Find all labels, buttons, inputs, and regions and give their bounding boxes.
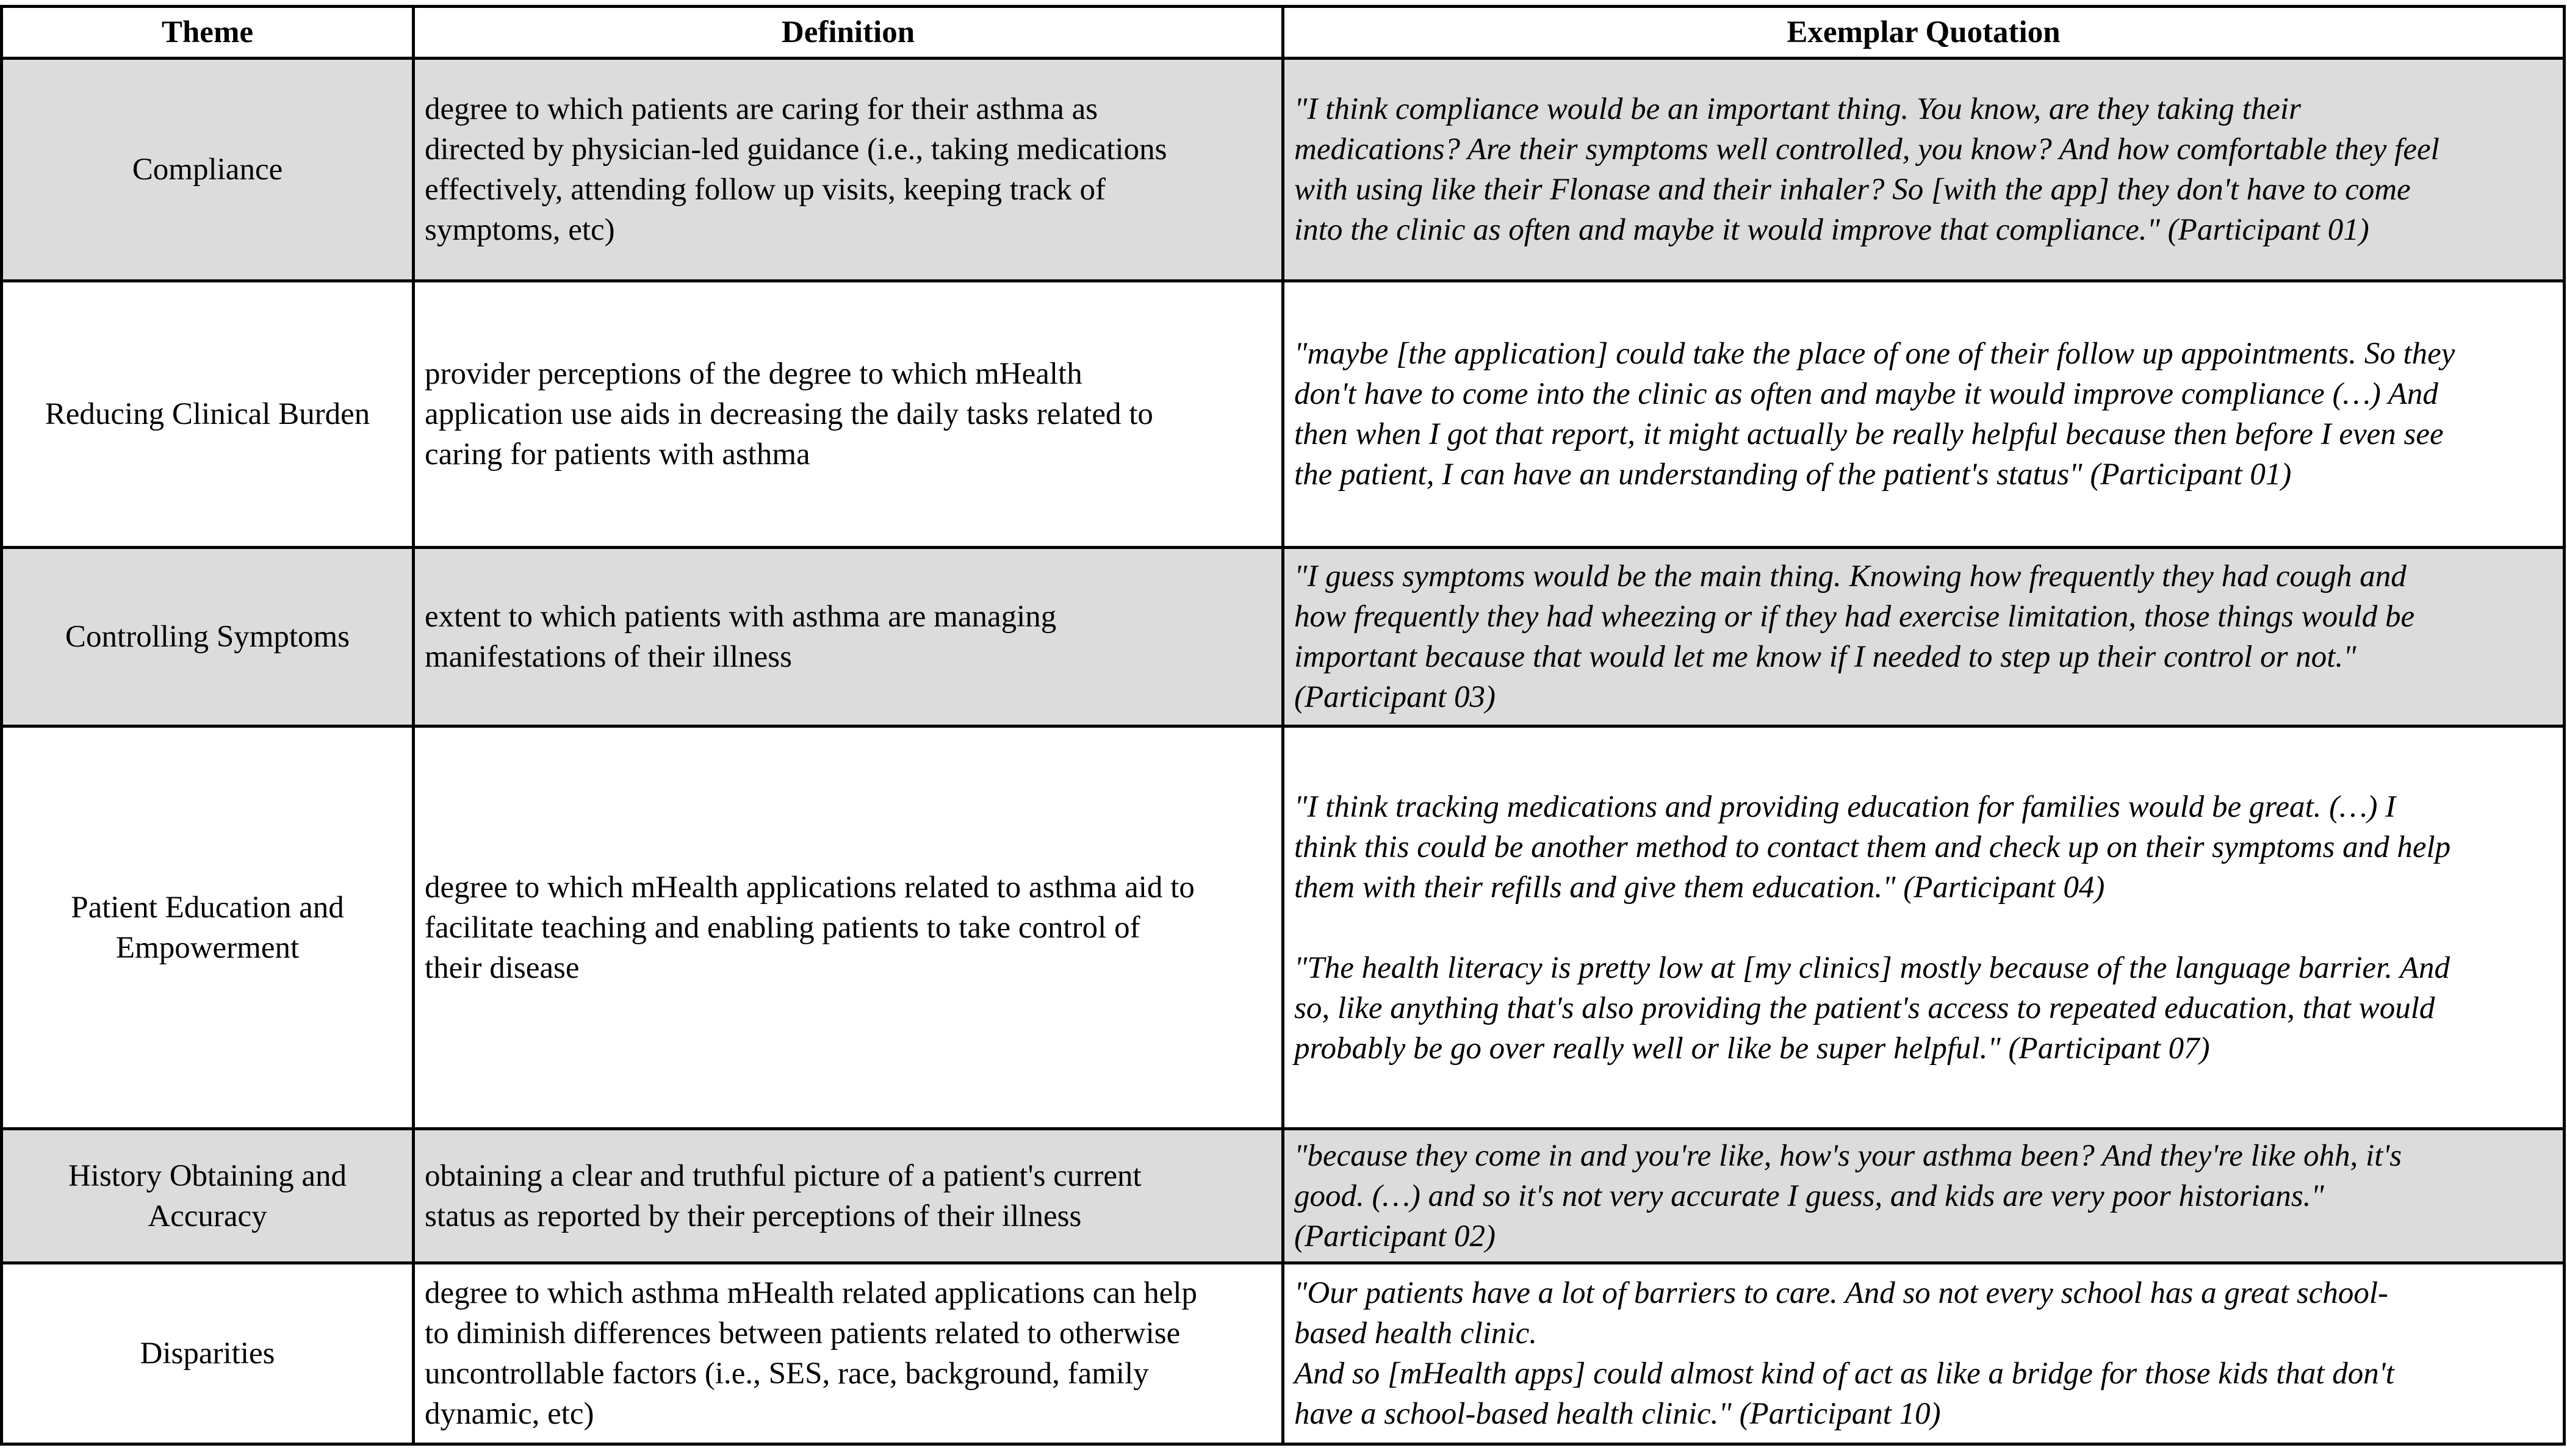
theme-cell [2,1129,414,1263]
theme-cell [2,59,414,281]
theme-column-header: Theme [2,7,414,59]
table-row [2,1129,2565,1263]
theme-label: Compliance [132,152,283,187]
table-row [2,59,2565,281]
quotation-text: "I think tracking medications and providing education for families would be great. (…) I think this could be another method to contact them and check up on their symptoms and help them with their refills and give them education." (Participant 04) [1294,789,2451,905]
quotation-text: "The health literacy is pretty low at [my clinics] mostly because of the language barrier. And so, like anything that's also providing the patient's access to repeated education, that would probably be go over really well or like be super helpful." (Participant 07) [1294,950,2450,1066]
quote-spacer [1294,908,2553,948]
table-body [2,59,2565,1444]
header-row [2,7,2565,59]
quotation-text: "maybe [the application] could take the place of one of their follow up appointments. So they don't have to come into the clinic as often and maybe it would improve compliance (…) And then when I got that report, it might actually be really helpful because then before I even see the patient, I can have an understanding of the patient's status" (Participant 01) [1294,337,2455,492]
themes-table [0,5,2566,1446]
definition-text: degree to which asthma mHealth related applications can help to diminish differences between patients related to otherwise uncontrollable factors (i.e., SES, race, background, family dynamic, etc) [425,1276,1198,1431]
theme-cell [2,1263,414,1444]
table-row [2,281,2565,548]
definition-text: obtaining a clear and truthful picture of a patient's current status as reported by their perceptions of their illness [425,1158,1142,1233]
definition-text: degree to which patients are caring for their asthma as directed by physician-led guidance (i.e., taking medications effectively, attending follow up visits, keeping track of symptoms, etc) [425,92,1167,247]
quotation-column-header: Exemplar Quotation [1283,7,2565,59]
definition-column-header: Definition [414,7,1283,59]
definition-cell [414,1263,1283,1444]
table-row [2,548,2565,726]
definition-text: degree to which mHealth applications related to asthma aid to facilitate teaching and enabling patients to take control of their disease [425,870,1195,985]
theme-label: History Obtaining and Accuracy [68,1158,347,1233]
quotation-text: "I think compliance would be an important thing. You know, are they taking their medications? Are their symptoms well controlled, you know? And how comfortable they feel with using like their Flonase and their inhaler? So [with the app] they don't have to come into the clinic as often and maybe it would improve that compliance." (Participant 01) [1294,92,2439,247]
quotation-text: "I guess symptoms would be the main thing. Knowing how frequently they had cough and how frequently they had wheezing or if they had exercise limitation, those things would be important because that would let me know if I needed to step up their control or not." (Participant 03) [1294,559,2415,714]
quotation-cell [1283,726,2565,1129]
theme-label: Patient Education and Empowerment [71,890,344,965]
definition-cell [414,59,1283,281]
definition-text: provider perceptions of the degree to which mHealth application use aids in decreasing the daily tasks related to caring for patients with asthma [425,357,1153,472]
quotation-cell [1283,281,2565,548]
quotation-text: "because they come in and you're like, how's your asthma been? And they're like ohh, it's good. (…) and so it's not very accurate I guess, and kids are very poor historians." (Participant 02) [1294,1138,2402,1253]
theme-label: Reducing Clinical Burden [45,397,370,431]
definition-cell [414,1129,1283,1263]
theme-cell [2,281,414,548]
theme-cell [2,726,414,1129]
table-row [2,1263,2565,1444]
quotation-text: "Our patients have a lot of barriers to care. And so not every school has a great school- based health clinic. And so [mHealth apps] could almost kind of act as like a bridge for those kids that don't have a school-based health clinic." (Participant 10) [1294,1276,2394,1431]
definition-cell [414,726,1283,1129]
definition-cell [414,281,1283,548]
theme-label: Controlling Symptoms [65,620,350,654]
definition-cell [414,548,1283,726]
table-row [2,726,2565,1129]
quotation-cell [1283,548,2565,726]
quotation-cell [1283,1129,2565,1263]
definition-text: extent to which patients with asthma are managing manifestations of their illness [425,600,1057,674]
quotation-cell [1283,59,2565,281]
quotation-cell [1283,1263,2565,1444]
theme-label: Disparities [140,1336,275,1371]
theme-cell [2,548,414,726]
